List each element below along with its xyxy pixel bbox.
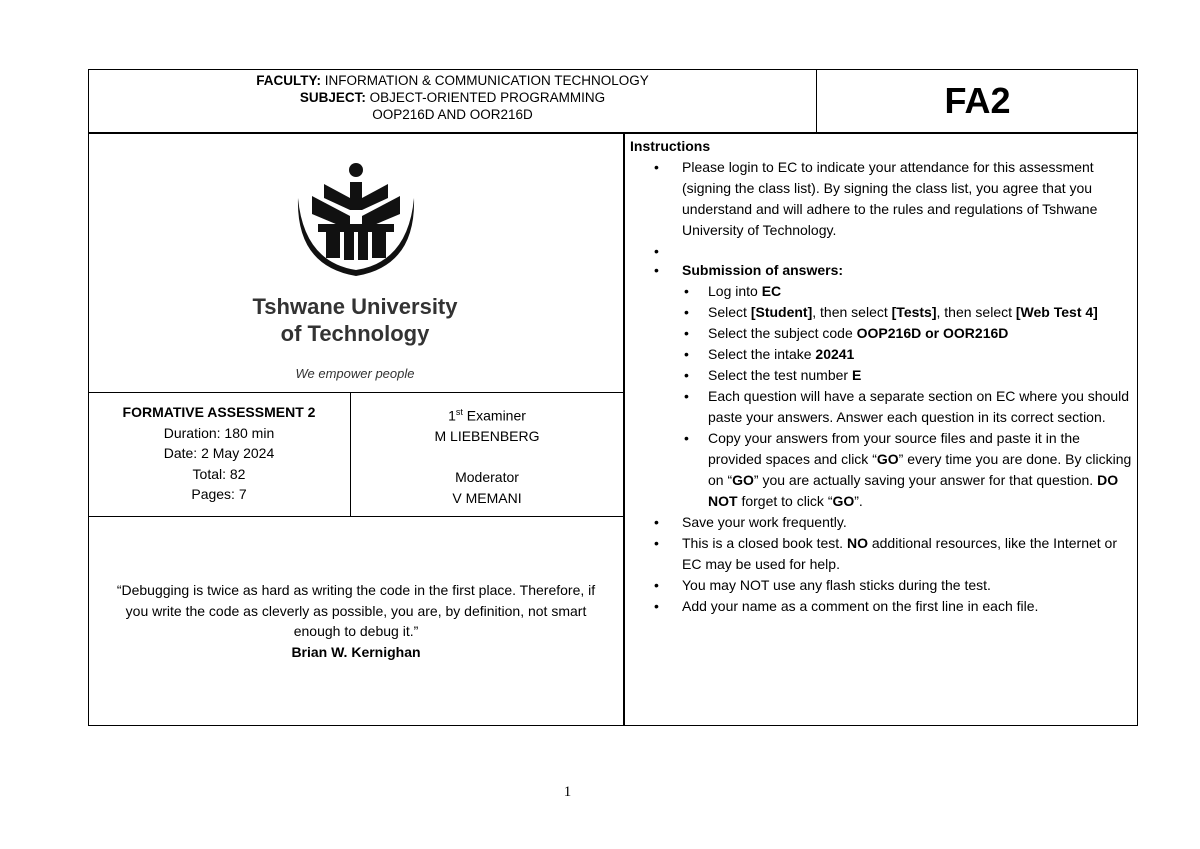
faculty-value: INFORMATION & COMMUNICATION TECHNOLOGY	[320, 73, 649, 88]
step-text: Log into	[708, 283, 762, 299]
quote-block	[88, 580, 624, 662]
step-emphasis: OOP216D or OOR216D	[856, 325, 1009, 341]
assessment-pages: Pages: 7	[191, 486, 247, 502]
university-name-line2: of Technology	[280, 321, 430, 346]
quote-author: Brian W. Kernighan	[291, 643, 421, 660]
header-info	[88, 69, 817, 133]
moderator-name: V MEMANI	[452, 489, 522, 506]
step-text: Select the subject code	[708, 325, 857, 341]
assessment-title: FORMATIVE ASSESSMENT 2	[122, 404, 316, 420]
step-text: , then select	[812, 304, 892, 320]
logo-divider	[88, 392, 624, 393]
examiner-name: M LIEBENBERG	[434, 428, 540, 445]
step-emphasis: DO NOT	[708, 472, 1119, 509]
university-name	[230, 293, 480, 347]
step-text: ” you are actually saving your answer for that question.	[753, 472, 1098, 488]
step-text: ” every time you are done. By clicking on “	[708, 451, 1132, 488]
submission-title: • Submission of answers:	[682, 262, 844, 278]
university-tagline: We empower people	[295, 366, 415, 381]
step-text: Select the test number	[708, 367, 852, 383]
assessment-total: Total: 82	[192, 465, 246, 482]
step-text: additional resources, like the Internet or EC may be used for help.	[682, 535, 1117, 572]
tut-crest-icon	[290, 158, 422, 282]
step-text: Select	[708, 304, 751, 320]
assessment-duration: Duration: 180 min	[163, 424, 275, 441]
step-login	[682, 281, 1135, 302]
instructions-list	[630, 157, 1135, 617]
instructions-title: Instructions	[630, 138, 711, 154]
instruction-closed-book	[630, 533, 1135, 575]
university-name-line1: Tshwane University	[252, 294, 458, 319]
instructions-panel	[630, 136, 1135, 617]
step-test-number	[682, 365, 1135, 386]
subject-codes: OOP216D AND OOR216D	[372, 107, 533, 122]
step-emphasis: [Tests]	[891, 304, 937, 320]
submission-steps	[682, 281, 1135, 512]
step-text: forget to click “	[737, 493, 833, 509]
step-emphasis: [Student]	[750, 304, 813, 320]
moderator-label: Moderator	[455, 469, 519, 486]
page-number: 1	[563, 784, 572, 800]
subject-line	[88, 89, 817, 106]
subject-label: SUBJECT:	[299, 90, 366, 105]
step-subject-code	[682, 323, 1135, 344]
instruction-flash-sticks: • You may NOT use any flash sticks during the test.	[630, 575, 1135, 596]
examiner-ordinal: st	[455, 407, 463, 417]
step-emphasis: [Web Test 4]	[1015, 304, 1098, 320]
step-text: This is a closed book test.	[682, 535, 847, 551]
examiner-number: 1	[448, 407, 456, 424]
faculty-line	[88, 72, 817, 89]
instruction-name-comment: • Add your name as a comment on the first line in each file.	[630, 596, 1135, 617]
spacer	[630, 241, 1135, 260]
spacer	[350, 447, 624, 468]
step-text: ”.	[854, 493, 863, 509]
step-emphasis: NO	[846, 535, 868, 551]
step-emphasis: GO	[832, 493, 855, 509]
instruction-submission	[630, 260, 1135, 512]
examiner-details	[350, 402, 624, 508]
instruction-save: • Save your work frequently.	[630, 512, 1135, 533]
step-emphasis: E	[851, 367, 862, 383]
faculty-label: FACULTY:	[256, 73, 321, 88]
step-text: Select the intake	[708, 346, 816, 362]
details-divider	[88, 516, 624, 517]
assessment-details	[88, 402, 350, 505]
subject-value: OBJECT-ORIENTED PROGRAMMING	[365, 90, 606, 105]
step-text: , then select	[936, 304, 1016, 320]
quote-text: “Debugging is twice as hard as writing the code in the first place. Therefore, if you write the code as cleverly as possible, you are, by definition, not smart enough to debug it.”	[116, 582, 596, 639]
assessment-code: FA2	[944, 80, 1011, 121]
step-intake	[682, 344, 1135, 365]
assessment-date: Date: 2 May 2024	[163, 445, 275, 461]
step-emphasis: 20241	[815, 346, 855, 362]
examiner-label	[350, 402, 624, 426]
step-sections: • Each question will have a separate section on EC where you should paste your answers. Answer each question in its correct section.	[682, 386, 1135, 428]
step-select-menu	[682, 302, 1135, 323]
step-emphasis: EC	[761, 283, 782, 299]
step-text: Copy your answers from your source files and paste it in the provided spaces and click “	[708, 430, 1080, 467]
examiner-label-text: Examiner	[462, 407, 526, 424]
instruction-login: • Please login to EC to indicate your attendance for this assessment (signing the class list). By signing the class list, you agree that you understand and will adhere to the rules and regulations of Tshwane University of Technology.	[630, 157, 1135, 241]
step-copy-answers	[682, 428, 1135, 512]
step-emphasis: GO	[876, 451, 899, 467]
step-emphasis: GO	[732, 472, 754, 488]
